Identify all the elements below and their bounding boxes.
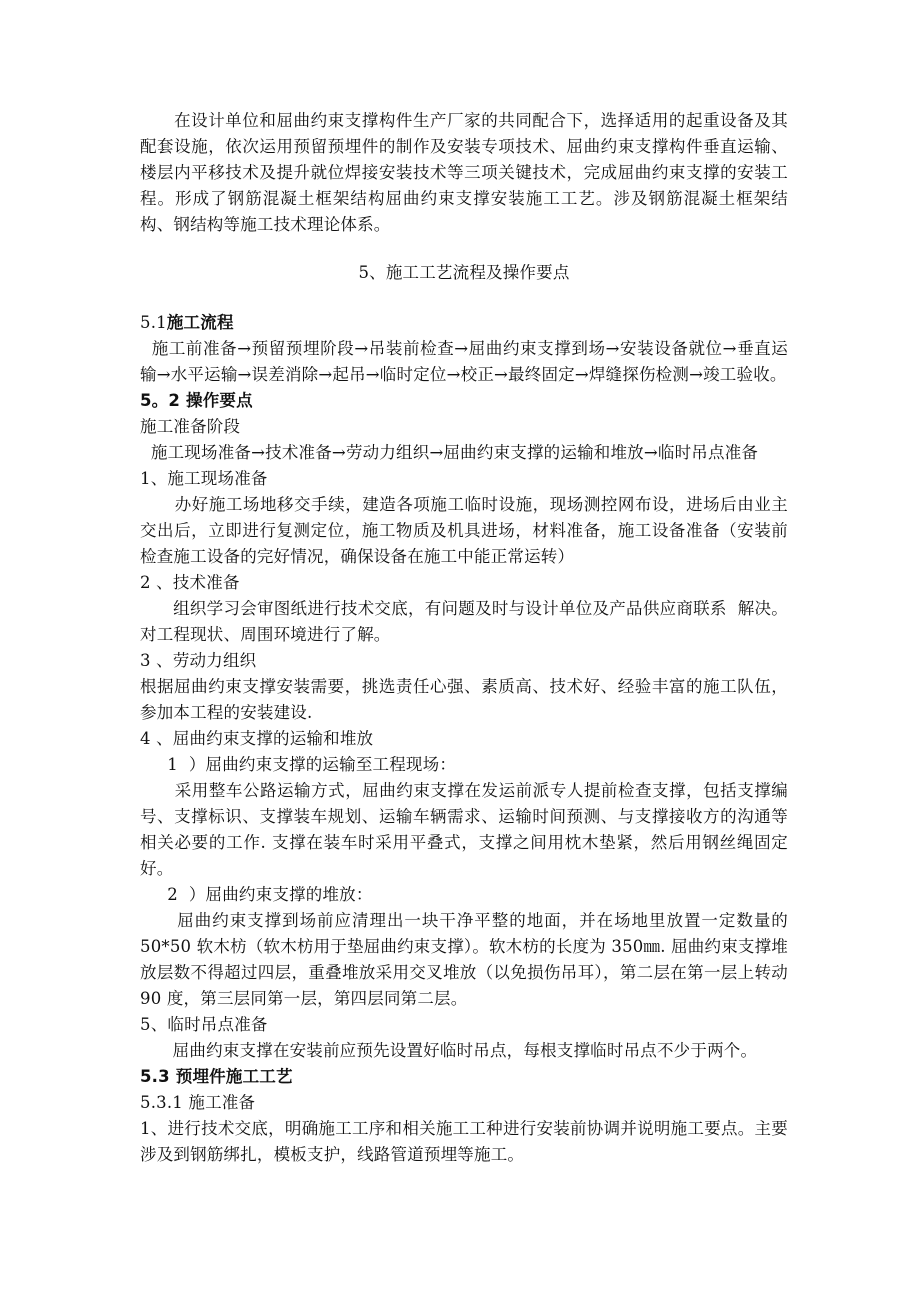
section-5-1-title: 施工流程 [166,313,234,332]
section-5-3-1-text: 1、进行技术交底，明确施工工序和相关施工工种进行安装前协调并说明施工要点。主要涉及到钢筋绑扎，模板支护，线路管道预埋等施工。 [140,1119,788,1164]
item-5-heading: 5、临时吊点准备 [140,1015,268,1034]
sub-2-text: 屈曲约束支撑到场前应清理出一块干净平整的地面，并在场地里放置一定数量的 50*50 软木枋（软木枋用于垫屈曲约束支撑）。软木枋的长度为 350㎜. 屈曲约束支撑堆放层数不得超过四层，重叠堆放采用交叉堆放（以免损伤吊耳），第二层在第一层上转动 90 度，第三层同第一层，第四层同第二层。 [140,911,794,1008]
section-5-1-text: 施工前准备→预留预埋阶段→吊装前检查→屈曲约束支撑到场→安装设备就位→垂直运输→水平运输→误差消除→起吊→临时定位→校正→最终固定→焊缝探伤检测→竣工验收。 [140,339,789,384]
section-5-3-1-title: 5.3.1 施工准备 [140,1093,256,1112]
item-4-heading: 4 、屈曲约束支撑的运输和堆放 [140,729,374,748]
intro-paragraph: 在设计单位和屈曲约束支撑构件生产厂家的共同配合下，选择适用的起重设备及其配套设施，依次运用预留预埋件的制作及安装专项技术、屈曲约束支撑构件垂直运输、楼层内平移技术及提升就位焊接安装技术等三项关键技术，完成屈曲约束支撑的安装工程。形成了钢筋混凝土框架结构屈曲约束支撑安装施工工艺。涉及钢筋混凝土框架结构、钢结构等施工技术理论体系。 [140,111,788,234]
item-2-text: 组织学习会审图纸进行技术交底，有问题及时与设计单位及产品供应商联系 解决。对工程现状、周围环境进行了解。 [140,599,788,644]
item-1-text: 办好施工场地移交手续，建造各项施工临时设施，现场测控网布设，进场后由业主交出后，立即进行复测定位，施工物质及机具进场，材料准备，施工设备准备（安装前检查施工设备的完好情况，确保设备在施工中能正常运转） [140,495,789,566]
section-5-2-title: 5。2 操作要点 [140,391,253,410]
item-1-heading: 1、施工现场准备 [140,469,268,488]
sub-2-heading: 2 ）屈曲约束支撑的堆放： [140,885,373,904]
stage-heading: 施工准备阶段 [140,417,241,436]
section-5-1-heading [140,310,788,336]
item-5-text: 屈曲约束支撑在安装前应预先设置好临时吊点，每根支撑临时吊点不少于两个。 [140,1041,758,1060]
item-3-text: 根据屈曲约束支撑安装需要，挑选责任心强、素质高、技术好、经验丰富的施工队伍，参加本工程的安装建设. [140,677,788,722]
item-2-heading: 2 、技术准备 [140,573,240,592]
sub-1-heading: 1 ）屈曲约束支撑的运输至工程现场： [140,755,457,774]
document-page [140,108,794,1168]
sub-1-text: 采用整车公路运输方式，屈曲约束支撑在发运前派专人提前检查支撑，包括支撑编号、支撑标识、支撑装车规划、运输车辆需求、运输时间预测、与支撑接收方的沟通等相关必要的工作. 支撑在装车时采用平叠式，支撑之间用枕木垫紧，然后用钢丝绳固定好。 [140,781,789,878]
stage-flow: 施工现场准备→技术准备→劳动力组织→屈曲约束支撑的运输和堆放→临时吊点准备 [140,443,759,462]
section-5-3-title: 5.3 预埋件施工工艺 [140,1067,293,1086]
section-5-title: 5、施工工艺流程及操作要点 [358,263,570,282]
section-5-1-number: 5.1 [140,313,167,332]
item-3-heading: 3 、劳动力组织 [140,651,257,670]
